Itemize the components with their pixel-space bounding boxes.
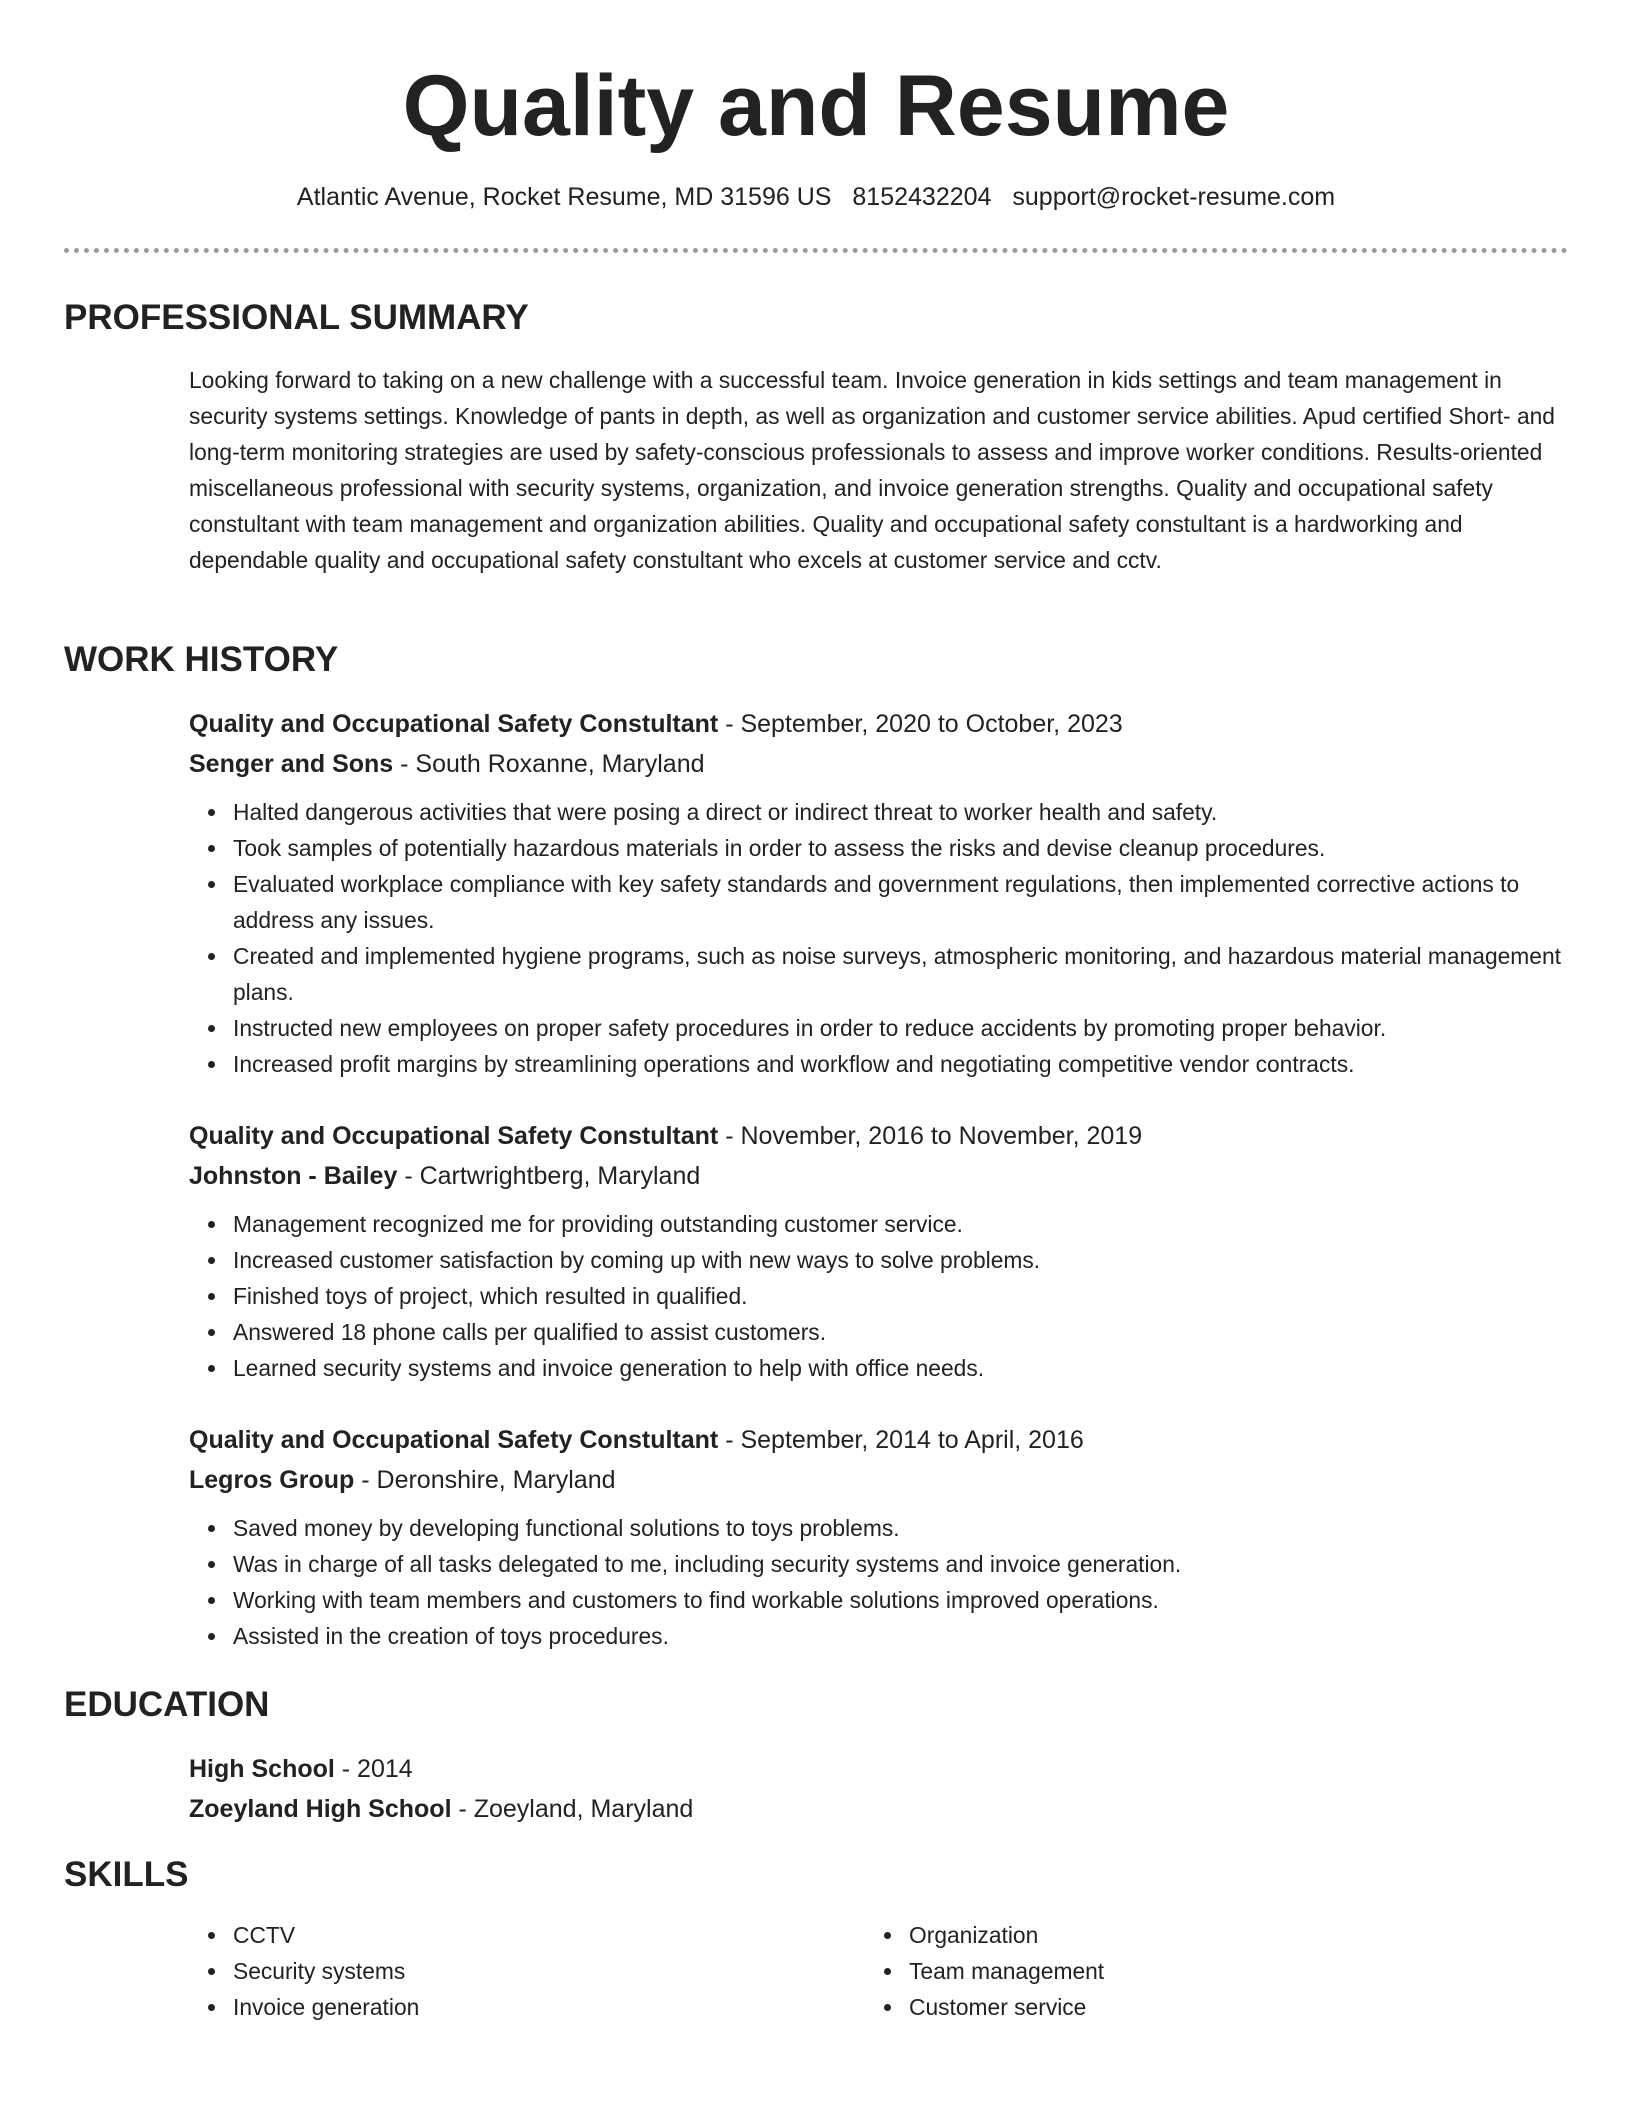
job-company-line — [189, 1156, 1569, 1196]
skills-column-left — [189, 1917, 789, 2025]
job-entry — [189, 1116, 1569, 1386]
summary-text: Looking forward to taking on a new challenge with a successful team. Invoice generation in kids settings and team management in security systems settings. Knowledge of pants in depth, as well as organization and customer service abilities. Apud certified Short- and long-term monitoring strategies are used by safety-conscious professionals to assess and improve worker conditions. Results-oriented miscellaneous professional with security systems, organization, and invoice generation strengths. Quality and occupational safety constultant with team management and organization abilities. Quality and occupational safety constultant is a hardworking and dependable quality and occupational safety constultant who excels at customer service and cctv. — [189, 367, 1555, 573]
list-item: Team management — [909, 1953, 1465, 1989]
list-item: Organization — [909, 1917, 1465, 1953]
contact-address: Atlantic Avenue, Rocket Resume, MD 31596 US — [296, 183, 832, 211]
list-item: Increased profit margins by streamlining operations and workflow and negotiating competitive vendor contracts. — [233, 1046, 1569, 1082]
job-location: - Cartwrightberg, Maryland — [397, 1162, 701, 1190]
education-heading: EDUCATION — [64, 1685, 270, 1724]
graduation-year: - 2014 — [334, 1755, 413, 1783]
contact-email: support@rocket-resume.com — [1012, 183, 1336, 211]
job-location: - South Roxanne, Maryland — [393, 750, 705, 778]
job-role: Quality and Occupational Safety Constultant — [189, 1122, 719, 1150]
job-company-line — [189, 1460, 1569, 1500]
job-title-line — [189, 704, 1569, 744]
list-item: Finished toys of project, which resulted in qualified. — [233, 1278, 1569, 1314]
list-item: Learned security systems and invoice generation to help with office needs. — [233, 1350, 1569, 1386]
summary-heading: PROFESSIONAL SUMMARY — [64, 298, 529, 337]
list-item: Instructed new employees on proper safety procedures in order to reduce accidents by promoting proper behavior. — [233, 1010, 1569, 1046]
contact-phone: 8152432204 — [852, 183, 992, 211]
degree-line — [189, 1749, 1569, 1789]
list-item: Invoice generation — [233, 1989, 789, 2025]
list-item: Increased customer satisfaction by coming up with new ways to solve problems. — [233, 1242, 1569, 1278]
job-dates: - September, 2014 to April, 2016 — [718, 1426, 1084, 1454]
job-bullets — [189, 1510, 1569, 1654]
job-role: Quality and Occupational Safety Constultant — [189, 710, 719, 738]
job-bullets — [189, 1206, 1569, 1386]
list-item: Created and implemented hygiene programs, such as noise surveys, atmospheric monitoring, and hazardous material management plans. — [233, 938, 1569, 1010]
work-history-heading: WORK HISTORY — [64, 640, 339, 679]
job-title-line — [189, 1116, 1569, 1156]
job-bullets — [189, 794, 1569, 1082]
skills-list — [189, 1917, 789, 2025]
list-item: Customer service — [909, 1989, 1465, 2025]
job-entry — [189, 704, 1569, 1082]
education-entry — [189, 1749, 1569, 1829]
job-company: Legros Group — [189, 1466, 355, 1494]
job-company-line — [189, 744, 1569, 784]
skills-heading: SKILLS — [64, 1855, 189, 1894]
school-name: Zoeyland High School — [189, 1795, 452, 1823]
list-item: Took samples of potentially hazardous materials in order to assess the risks and devise cleanup procedures. — [233, 830, 1569, 866]
skills-list — [865, 1917, 1465, 2025]
list-item: Answered 18 phone calls per qualified to assist customers. — [233, 1314, 1569, 1350]
degree: High School — [189, 1755, 335, 1783]
job-dates: - September, 2020 to October, 2023 — [718, 710, 1123, 738]
job-company: Johnston - Bailey — [189, 1162, 398, 1190]
resume-name: Quality and Resume — [402, 58, 1230, 154]
job-entry — [189, 1420, 1569, 1654]
header-divider — [64, 248, 1568, 253]
summary-block — [189, 362, 1569, 578]
job-company: Senger and Sons — [189, 750, 394, 778]
job-role: Quality and Occupational Safety Constultant — [189, 1426, 719, 1454]
school-location: - Zoeyland, Maryland — [451, 1795, 694, 1823]
skills-column-right — [865, 1917, 1465, 2025]
list-item: Saved money by developing functional solutions to toys problems. — [233, 1510, 1569, 1546]
resume-page — [64, 0, 1568, 2020]
list-item: Working with team members and customers to find workable solutions improved operations. — [233, 1582, 1569, 1618]
job-dates: - November, 2016 to November, 2019 — [718, 1122, 1143, 1150]
school-line — [189, 1789, 1569, 1829]
list-item: Management recognized me for providing outstanding customer service. — [233, 1206, 1569, 1242]
list-item: Assisted in the creation of toys procedures. — [233, 1618, 1569, 1654]
list-item: Security systems — [233, 1953, 789, 1989]
list-item: Evaluated workplace compliance with key safety standards and government regulations, then implemented corrective actions to address any issues. — [233, 866, 1569, 938]
job-title-line — [189, 1420, 1569, 1460]
list-item: Halted dangerous activities that were posing a direct or indirect threat to worker health and safety. — [233, 794, 1569, 830]
job-location: - Deronshire, Maryland — [354, 1466, 616, 1494]
contact-line — [64, 181, 1568, 213]
list-item: Was in charge of all tasks delegated to me, including security systems and invoice generation. — [233, 1546, 1569, 1582]
list-item: CCTV — [233, 1917, 789, 1953]
